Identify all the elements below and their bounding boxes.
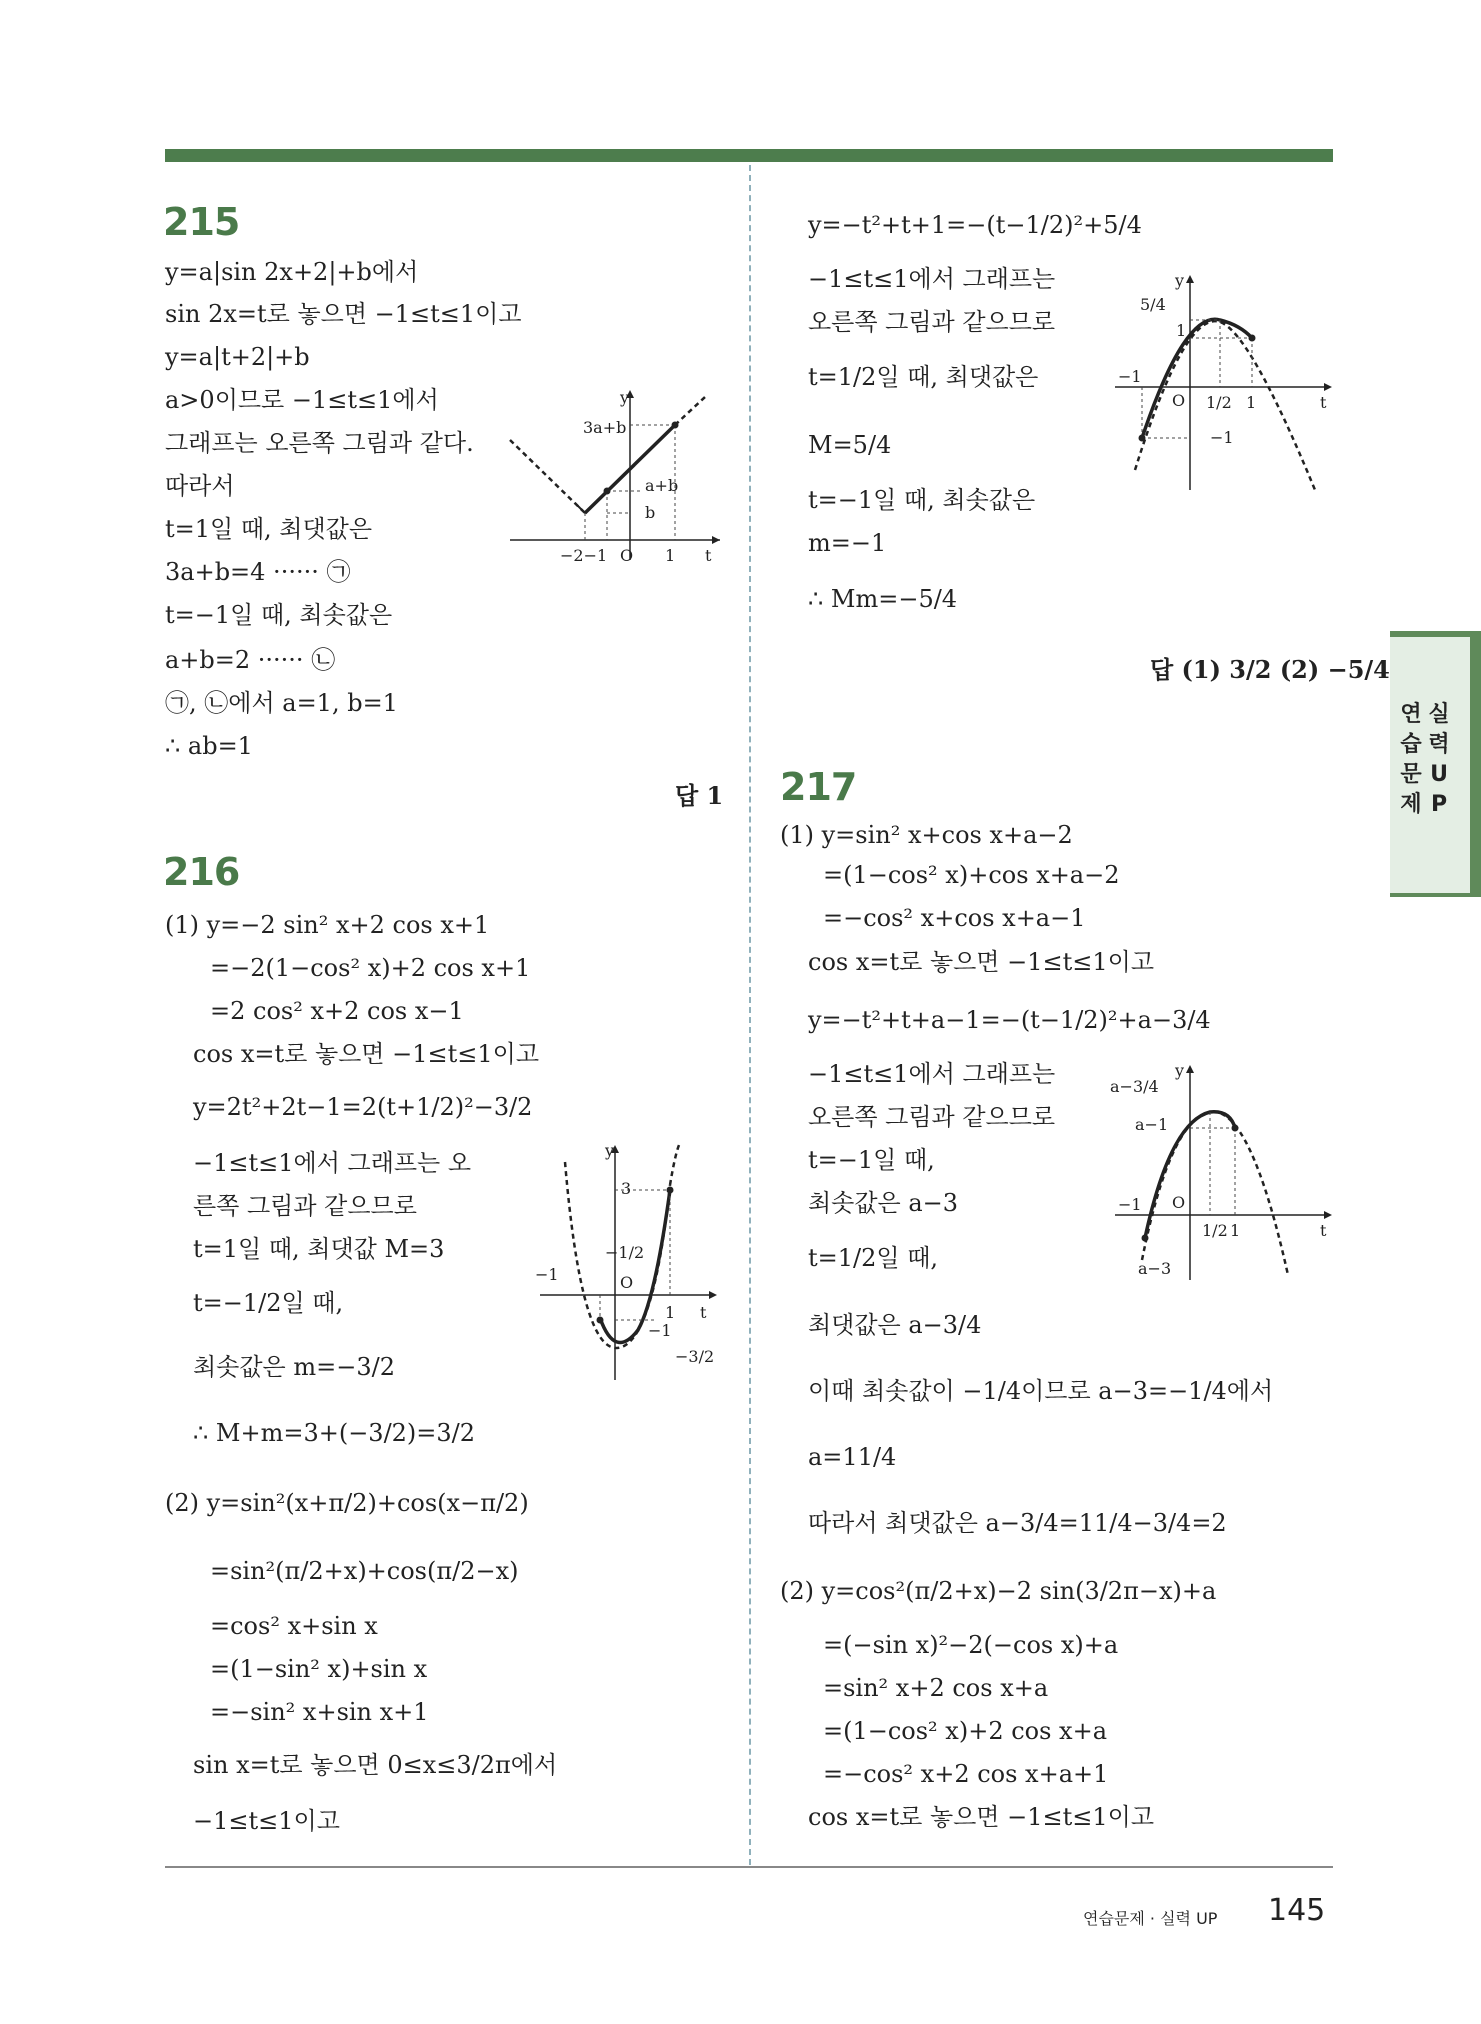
svg-text:1/2: 1/2 <box>1206 393 1232 412</box>
svg-text:y: y <box>620 388 630 407</box>
svg-text:1: 1 <box>665 546 676 565</box>
graph-216-2 <box>1110 270 1335 495</box>
svg-text:3: 3 <box>621 1179 632 1198</box>
svg-text:t: t <box>705 546 712 565</box>
svg-text:t: t <box>1320 393 1327 412</box>
svg-text:y: y <box>1175 1061 1185 1080</box>
column-divider <box>749 165 751 1865</box>
svg-text:−1: −1 <box>535 1265 559 1284</box>
svg-text:a−1: a−1 <box>1135 1115 1169 1134</box>
svg-text:O: O <box>1172 391 1186 410</box>
svg-text:−1: −1 <box>1118 367 1142 386</box>
svg-text:O: O <box>1172 1193 1186 1212</box>
header-bar <box>165 149 1333 162</box>
svg-text:3a+b: 3a+b <box>583 418 627 437</box>
svg-text:y: y <box>605 1141 615 1160</box>
svg-text:y: y <box>1175 271 1185 290</box>
svg-text:O: O <box>620 546 634 565</box>
svg-text:a−3/4: a−3/4 <box>1110 1077 1159 1096</box>
svg-text:5/4: 5/4 <box>1140 295 1166 314</box>
svg-text:−1: −1 <box>648 1321 672 1340</box>
svg-text:b: b <box>645 503 656 522</box>
footer-label: 연습문제 · 실력 UP <box>1083 1909 1218 1928</box>
svg-text:−1: −1 <box>1210 428 1234 447</box>
svg-text:a−3: a−3 <box>1138 1259 1172 1278</box>
svg-text:1: 1 <box>1176 321 1187 340</box>
problem-number-217: 217 <box>780 765 857 809</box>
graph-215 <box>505 385 725 570</box>
footer-rule <box>165 1866 1333 1868</box>
answer-215: 답 1 <box>675 781 724 810</box>
svg-text:1/2: 1/2 <box>1202 1221 1228 1240</box>
answer-216: 답 (1) 3/2 (2) −5/4 <box>1150 655 1390 684</box>
graph-216-1 <box>535 1140 720 1385</box>
svg-text:1: 1 <box>1230 1221 1241 1240</box>
svg-text:t: t <box>1320 1221 1327 1240</box>
svg-text:−3/2: −3/2 <box>675 1347 715 1366</box>
svg-text:O: O <box>620 1273 634 1292</box>
svg-text:t: t <box>700 1303 707 1322</box>
svg-text:−1/2: −1/2 <box>605 1243 645 1262</box>
page-number: 145 <box>1268 1893 1326 1928</box>
problem-number-216: 216 <box>163 850 240 894</box>
graph-217 <box>1110 1060 1335 1285</box>
svg-text:1: 1 <box>665 1303 676 1322</box>
problem-number-215: 215 <box>163 200 240 244</box>
svg-text:−1: −1 <box>1118 1195 1142 1214</box>
svg-text:−2−1: −2−1 <box>560 546 608 565</box>
svg-text:1: 1 <box>1246 393 1257 412</box>
svg-text:a+b: a+b <box>645 476 679 495</box>
